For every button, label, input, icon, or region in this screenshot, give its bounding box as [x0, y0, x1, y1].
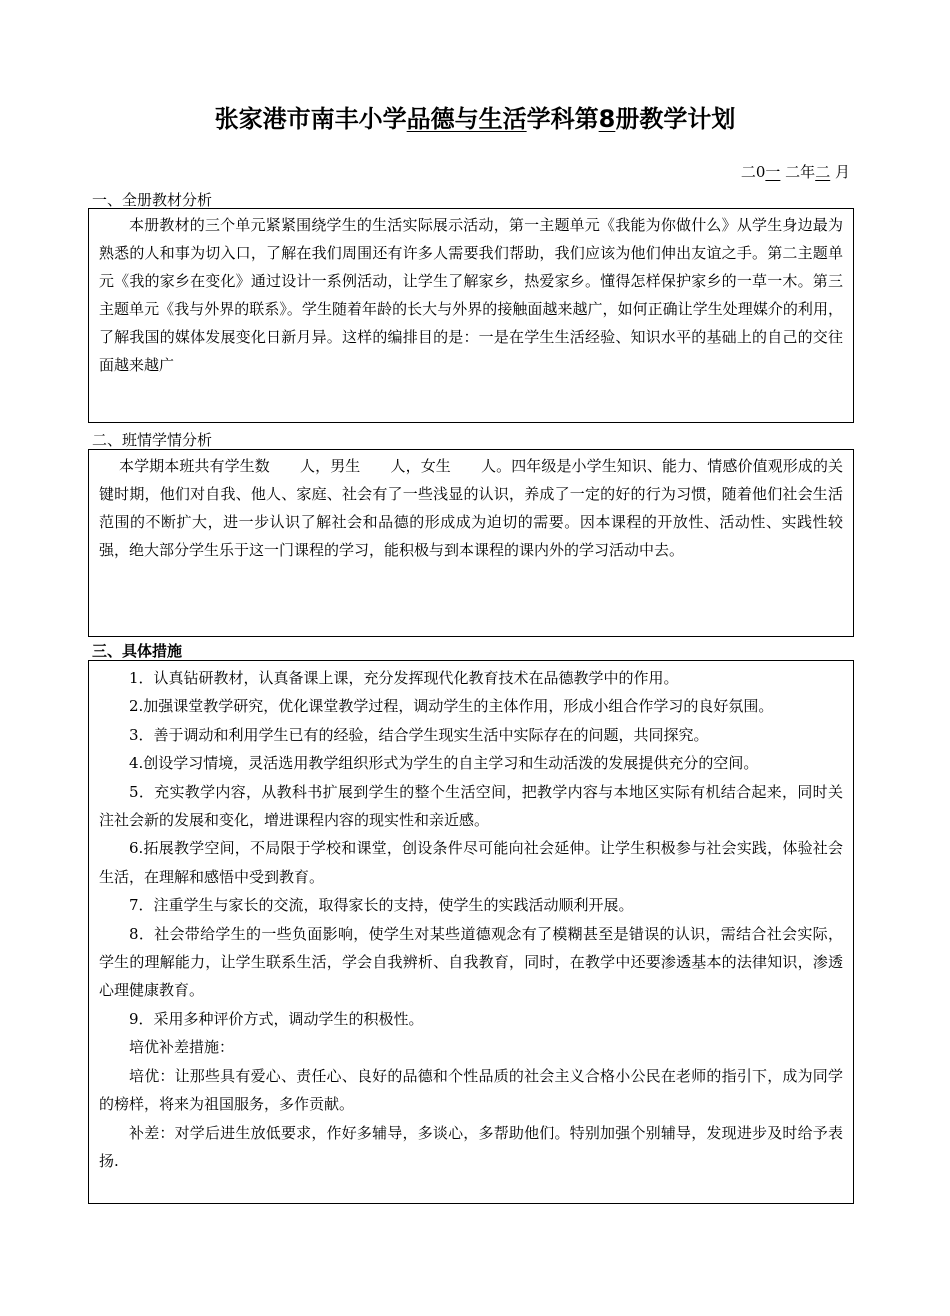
measure-item: 4.创设学习情境，灵活选用教学组织形式为学生的自主学习和生动活泼的发展提供充分的空间。	[129, 754, 759, 773]
date-year1: 一	[765, 163, 781, 181]
page-title	[0, 102, 950, 136]
measure-item: 2.加强课堂教学研究，优化课堂教学过程，调动学生的主体作用，形成小组合作学习的良好氛围。	[129, 697, 774, 716]
date-month-label: 月	[834, 163, 850, 181]
plan-date	[741, 162, 850, 182]
measure-item: 6.拓展教学空间，不局限于学校和课堂，创设条件尽可能向社会延伸。让学生积极参与社会实践，体验社会生活，在理解和感悟中受到教育。	[99, 839, 843, 886]
date-year2: 二	[785, 163, 801, 181]
measure-item: 3．善于调动和利用学生已有的经验，结合学生现实生活中实际存在的问题，共同探究。	[129, 725, 709, 744]
date-month: 二	[815, 163, 831, 181]
support-heading: 培优补差措施：	[129, 1038, 235, 1057]
title-school: 张家港市南丰小学	[214, 105, 407, 133]
title-subject-suffix: 学科第	[526, 105, 599, 133]
section1-heading: 一、全册教材分析	[92, 191, 213, 209]
section1-box	[88, 208, 854, 423]
title-volume: 8	[598, 105, 616, 133]
section3-box	[88, 660, 854, 1204]
section2-box	[88, 449, 854, 637]
title-subject: 品德与生活	[406, 105, 527, 133]
remedial-text: 补差：对学后进生放低要求，作好多辅导，多谈心，多帮助他们。特别加强个别辅导，发现进步及时给予表扬.	[99, 1123, 843, 1170]
enrichment-text: 培优：让那些具有爱心、责任心、良好的品德和个性品质的社会主义合格小公民在老师的指引下，成为同学的榜样，将来为祖国服务，多作贡献。	[99, 1066, 843, 1114]
date-year-label: 年	[800, 163, 816, 181]
measure-item: 1．认真钻研教材，认真备课上课，充分发挥现代化教育技术在品德教学中的作用。	[129, 669, 679, 687]
measure-item: 9．采用多种评价方式，调动学生的积极性。	[129, 1009, 424, 1028]
section2-text: 本学期本班共有学生数 人，男生 人，女生 人。四年级是小学生知识、能力、情感价值观形成的关键时期，他们对自我、他人、家庭、社会有了一些浅显的认识，养成了一定的好的行为习惯，随着他们社会生活范围的不断扩大，进一步认识了解社会和品德的形成成为迫切的需要。因本课程的开放性、活动性、实践性较强，绝大部分学生乐于这一门课程的学习，能积极与到本课程的课内外的学习活动中去。	[99, 457, 843, 559]
measure-item: 8．社会带给学生的一些负面影响，使学生对某些道德观念有了模糊甚至是错误的认识，需结合社会实际，学生的理解能力，让学生联系生活，学会自我辨析、自我教育，同时，在教学中还要渗透基本的法律知识，渗透心理健康教育。	[99, 924, 843, 1000]
measure-item: 7．注重学生与家长的交流，取得家长的支持，使学生的实践活动顺利开展。	[129, 896, 634, 915]
section1-text: 本册教材的三个单元紧紧围绕学生的生活实际展示活动，第一主题单元《我能为你做什么》从学生身边最为熟悉的人和事为切入口，了解在我们周围还有许多人需要我们帮助，我们应该为他们伸出友谊之手。第二主题单元《我的家乡在变化》通过设计一系例活动，让学生了解家乡，热爱家乡。懂得怎样保护家乡的一草一木。第三主题单元《我与外界的联系》。学生随着年龄的长大与外界的接触面越来越广，如何正确让学生处理媒介的利用，了解我国的媒体发展变化日新月异。这样的编排目的是：一是在学生生活经验、知识水平的基础上的自己的交往面越来越广	[99, 216, 843, 374]
section3-heading: 三、具体措施	[92, 642, 183, 660]
measure-item: 5．充实教学内容，从教科书扩展到学生的整个生活空间，把教学内容与本地区实际有机结合起来，同时关注社会新的发展和变化，增进课程内容的现实性和亲近感。	[99, 782, 843, 830]
title-suffix: 册教学计划	[615, 105, 736, 133]
date-prefix: 二0	[740, 163, 766, 181]
section2-heading: 二、班情学情分析	[92, 431, 213, 449]
